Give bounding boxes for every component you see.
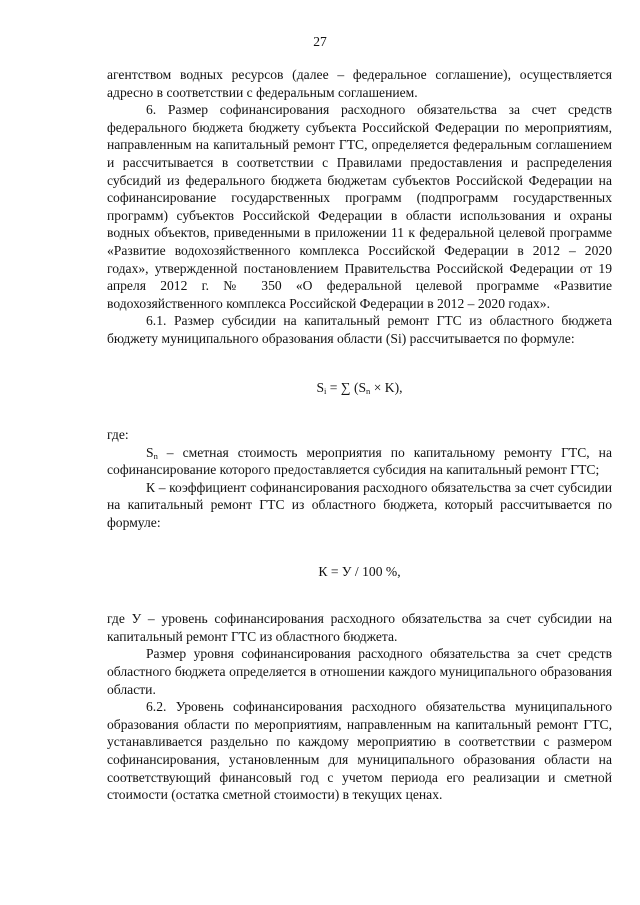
formula-term-subscript: n — [366, 385, 371, 396]
paragraph-6: 6. Размер софинансирования расходного обязательства за счет средств федерального бюджета бюджету субъекта Российской Федерации по мероприятиям, направленным на капитальный ремонт ГТС, определяется федеральным соглашением и рассчитывается в соответствии с Правилами предоставления и распределения субсидий из федерального бюджета бюджетам субъектов Российской Федерации на софинансирование государственных программ (подпрограмм государственных программ) субъектов Российской Федерации в области использования и охраны водных объектов, приведенными в приложении 11 к федеральной целевой программе «Развитие водохозяйственного комплекса Российской Федерации в 2012 – 2020 годах», утвержденной постановлением Правительства Российской Федерации от 19 апреля 2012 г. № 350 «О федеральной целевой программе «Развитие водохозяйственного комплекса Российской Федерации в 2012 – 2020 годах». — [107, 102, 612, 311]
definition-sn — [107, 444, 612, 479]
paragraph-level: Размер уровня софинансирования расходного обязательства за счет средств областного бюджета определяется в отношении каждого муниципального образования области. — [107, 646, 612, 697]
formula-lhs-subscript: i — [324, 385, 327, 396]
definition-u: где У – уровень софинансирования расходного обязательства за счет субсидии на капитальный ремонт ГТС из областного бюджета. — [107, 611, 612, 644]
page-number: 27 — [313, 34, 327, 49]
definition-k: К – коэффициент софинансирования расходного обязательства за счет субсидии на капитальный ремонт ГТС из областного бюджета, который рассчитывается по формуле: — [107, 479, 612, 531]
sn-subscript: n — [153, 450, 158, 461]
sn-definition-text: – сметная стоимость мероприятия по капитальному ремонту ГТС, на софинансирование которого предоставляется субсидия на капитальный ремонт ГТС; — [107, 444, 612, 478]
formula-subsidy — [107, 379, 612, 397]
paragraph-6-1: 6.1. Размер субсидии на капитальный ремонт ГТС из областного бюджета бюджету муниципального образования области (Si) рассчитывается по формуле: — [107, 313, 612, 346]
formula-coefficient: К = У / 100 %, — [318, 563, 401, 579]
paragraph-6-2: 6.2. Уровень софинансирования расходного обязательства муниципального образования области по мероприятиям, направленным на капитальный ремонт ГТС, устанавливается раздельно по каждому мероприятию в соответствии с размером софинансирования, установленным для муниципального образования области на соответствующий финансовый год с учетом периода его реализации и сметной стоимости (остатка сметной стоимости) в текущих ценах. — [107, 699, 612, 803]
formula-rhs: × K), — [370, 379, 403, 395]
formula-middle: = ∑ (S — [326, 379, 367, 395]
where-label: где: — [107, 427, 129, 443]
sn-symbol: S — [146, 444, 154, 460]
paragraph-continuation: агентством водных ресурсов (далее – федеральное соглашение), осуществляется адресно в соответствии с федеральным соглашением. — [107, 67, 612, 100]
document-body — [107, 66, 612, 804]
formula-lhs: S — [316, 379, 325, 395]
